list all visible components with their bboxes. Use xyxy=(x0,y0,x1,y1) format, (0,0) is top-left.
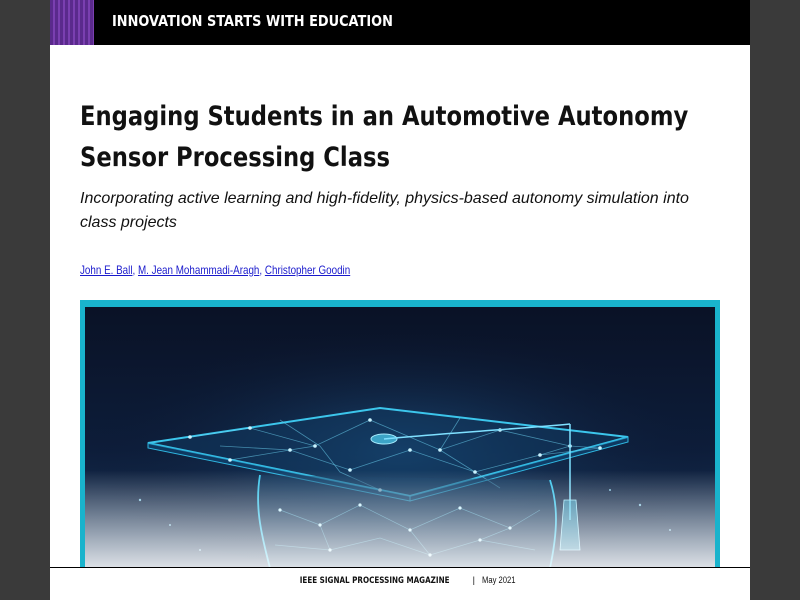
section-banner xyxy=(50,0,750,45)
author-separator: , xyxy=(259,263,265,277)
page-footer xyxy=(50,575,750,586)
author-link-ball[interactable]: John E. Ball xyxy=(80,263,133,277)
article-title: Engaging Students in an Automotive Autonomy Sensor Processing Class xyxy=(80,101,689,173)
graduation-cap-illustration xyxy=(80,300,720,568)
hero-figure xyxy=(80,300,720,568)
footer-rule xyxy=(50,567,750,568)
banner-accent-stripes xyxy=(50,0,94,45)
footer-date: May 2021 xyxy=(481,575,516,585)
footer-separator: | xyxy=(472,575,476,585)
footer-magazine-name: IEEE SIGNAL PROCESSING MAGAZINE xyxy=(300,576,450,586)
article-subtitle: Incorporating active learning and high-fidelity, physics-based autonomy simulation into class projects xyxy=(80,190,689,231)
author-link-mohammadi-aragh[interactable]: M. Jean Mohammadi-Aragh xyxy=(137,263,260,277)
banner-text: INNOVATION STARTS WITH EDUCATION xyxy=(112,12,393,30)
author-separator: , xyxy=(132,263,138,277)
article-page xyxy=(50,0,750,600)
author-list xyxy=(80,263,350,277)
author-link-goodin[interactable]: Christopher Goodin xyxy=(264,263,351,277)
